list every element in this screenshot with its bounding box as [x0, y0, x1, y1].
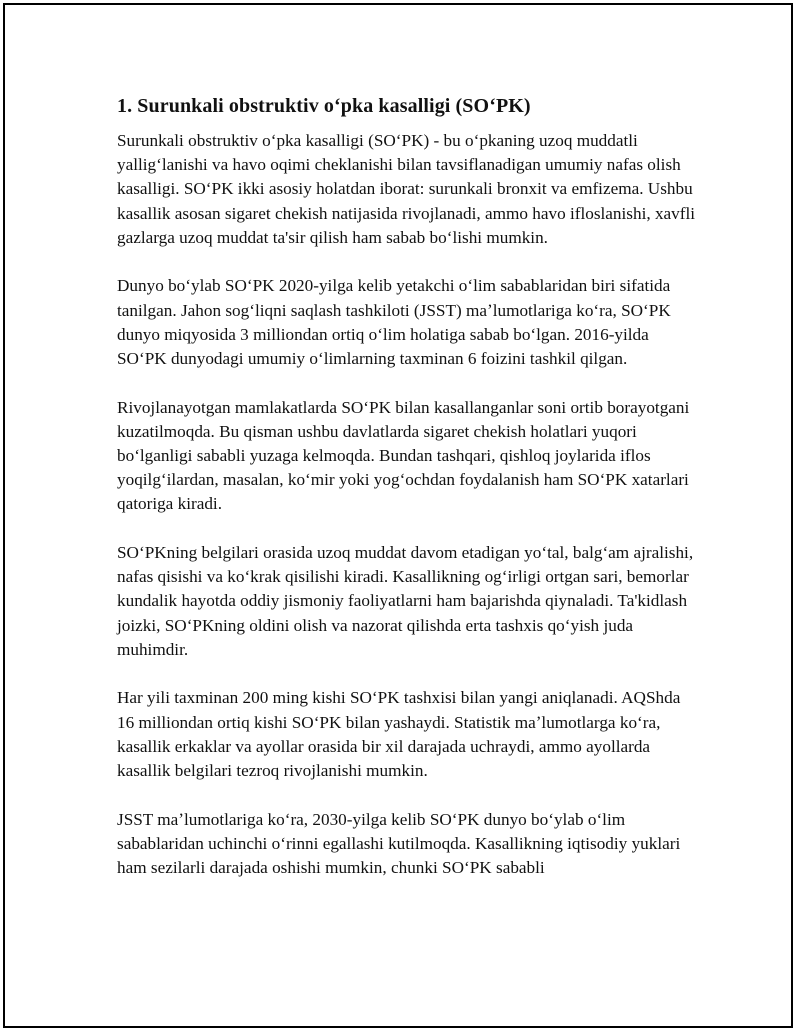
paragraph-statistics: Har yili taxminan 200 ming kishi SOʻPK tashxisi bilan yangi aniqlanadi. AQShda 16 milliondan ortiq kishi SOʻPK bilan yashaydi. Statistik maʼlumotlarga koʻra, kasallik erkaklar va ayollar orasida bir xil darajada uchraydi, ammo ayollarda kasallik belgilari tezroq rivojlanishi mumkin.: [117, 688, 681, 781]
paragraph-intro: Surunkali obstruktiv oʻpka kasalligi (SOʻPK) - bu oʻpkaning uzoq muddatli yalligʻlanishi va havo oqimi cheklanishi bilan tavsiflanadigan umumiy nafas olish kasalligi. SOʻPK ikki asosiy holatdan iborat: surunkali bronxit va emfizema. Ushbu kasallik asosan sigaret chekish natijasida rivojlanadi, ammo havo ifloslanishi, xavfli gazlarga uzoq muddat ta'sir qilish ham sabab boʻlishi mumkin.: [117, 131, 696, 247]
document-body: [117, 91, 697, 905]
section-title: 1. Surunkali obstruktiv oʻpka kasalligi (SOʻPK): [117, 95, 531, 117]
paragraph-symptoms: SOʻPKning belgilari orasida uzoq muddat davom etadigan yoʻtal, balgʻam ajralishi, nafas qisishi va koʻkrak qisilishi kiradi. Kasallikning ogʻirligi ortgan sari, bemorlar kundalik hayotda oddiy jismoniy faoliyatlarni ham bajarishda qiynaladi. Ta'kidlash joizki, SOʻPKning oldini olish va nazorat qilishda erta tashxis qoʻyish juda muhimdir.: [117, 543, 694, 659]
paragraph-projection: JSST maʼlumotlariga koʻra, 2030-yilga kelib SOʻPK dunyo boʻylab oʻlim sabablaridan uchinchi oʻrinni egallashi kutilmoqda. Kasallikning iqtisodiy yuklari ham sezilarli darajada oshishi mumkin, chunki SOʻPK sababli: [117, 809, 681, 878]
paragraph-developing-countries: Rivojlanayotgan mamlakatlarda SOʻPK bilan kasallanganlar soni ortib borayotgani kuzatilmoqda. Bu qisman ushbu davlatlarda sigaret chekish holatlari yuqori boʻlganligi sababli yuzaga kelmoqda. Bundan tashqari, qishloq joylarida iflos yoqilgʻilardan, masalan, koʻmir yoki yogʻochdan foydalanish ham SOʻPK xatarlari qatoriga kiradi.: [117, 397, 690, 514]
paragraph-global-mortality: Dunyo boʻylab SOʻPK 2020-yilga kelib yetakchi oʻlim sabablaridan biri sifatida tanilgan. Jahon sogʻliqni saqlash tashkiloti (JSST) maʼlumotlariga koʻra, SOʻPK dunyo miqyosida 3 milliondan ortiq oʻlim holatiga sabab boʻlgan. 2016-yilda SOʻPK dunyodagi umumiy oʻlimlarning taxminan 6 foizini tashkil qilgan.: [117, 276, 671, 369]
